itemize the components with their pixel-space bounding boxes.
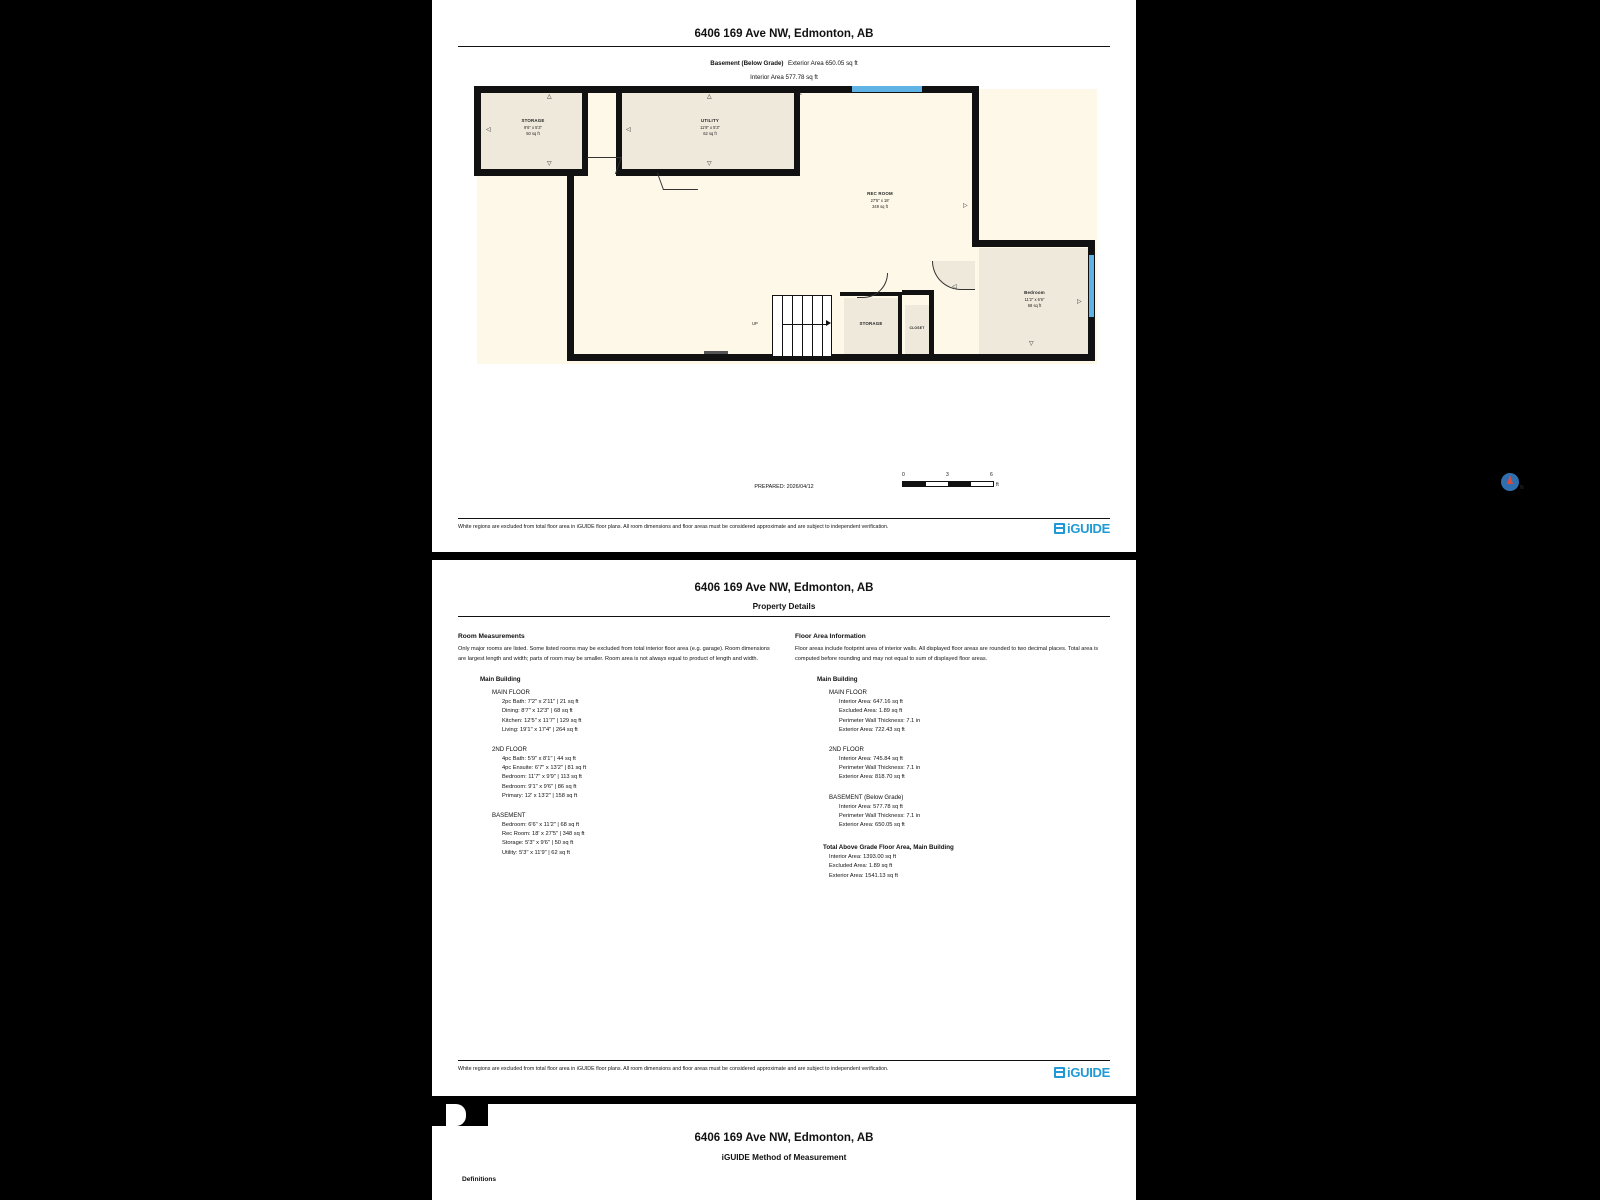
fa-item: Exterior Area: 650.05 sq ft [839, 822, 905, 829]
method-of-measurement-page [432, 1104, 1136, 1200]
room-measurements-note: Only major rooms are listed. Some listed rooms may be excluded from total interior floor area (e.g. garage). Room dimensions are largest length and width; parts of room may be smaller. Room area is not always equal to product of length and width. [458, 646, 770, 662]
iguide-logo [1054, 521, 1110, 536]
stairs-arrow-line [782, 324, 828, 325]
definitions-heading: Definitions [462, 1176, 497, 1183]
rm-item: Utility: 5'3" x 11'9" | 62 sq ft [502, 849, 570, 856]
dimension-arrow-up-storage: △ [547, 94, 552, 100]
room-label-storage-left: STORAGE 9'6" x 5'3" 50 sq ft [521, 118, 545, 136]
rm-item: 2pc Bath: 7'2" x 2'11" | 21 sq ft [502, 699, 579, 706]
fa-floor-name: MAIN FLOOR [829, 689, 867, 697]
door-swing-utility [657, 173, 698, 190]
room-measurements-heading: Room Measurements [458, 633, 525, 640]
staircase [772, 295, 832, 357]
rm-item: Storage: 5'3" x 9'6" | 50 sq ft [502, 840, 574, 847]
page2-subtitle: Property Details [752, 602, 816, 611]
rm-item: Living: 19'1" x 17'4" | 264 sq ft [502, 726, 578, 733]
scale-mid: 3 [946, 472, 949, 478]
iguide-logo [1054, 1065, 1110, 1080]
total-item: Exterior Area: 1541.13 sq ft [829, 872, 898, 879]
iguide-mark-icon [1054, 1067, 1065, 1078]
scale-unit: ft [996, 482, 999, 488]
page-title: 6406 169 Ave NW, Edmonton, AB [694, 28, 874, 40]
fa-floor-name: 2ND FLOOR [829, 746, 864, 753]
room-label-storage-small: STORAGE [859, 321, 883, 326]
floor-area-header [432, 55, 1136, 83]
dimension-arrow-down-storage: ▽ [547, 161, 552, 167]
dimension-arrow-left-storage: ◁ [486, 127, 491, 133]
page2-title: 6406 169 Ave NW, Edmonton, AB [694, 582, 874, 594]
floor-area-note: Floor areas include footprint area of interior walls. All displayed floor areas are rounded to two decimal places. Total area is computed before rounding and may not equal to sum of displayed floor areas. [795, 646, 1099, 662]
wall-right-upper [972, 86, 979, 246]
page3-title: 6406 169 Ave NW, Edmonton, AB [694, 1132, 874, 1144]
dimension-arrow-left-utility: ◁ [626, 127, 631, 133]
dimension-arrow-right-bedroom: ▷ [1077, 299, 1082, 305]
rm-item: Rec Room: 18' x 27'5" | 348 sq ft [502, 831, 585, 838]
fa-item: Exterior Area: 818.70 sq ft [839, 774, 905, 781]
rm-item: Bedroom: 9'1" x 9'6" | 86 sq ft [502, 783, 577, 790]
floor-area-information-column [795, 633, 1110, 881]
fa-item: Interior Area: 745.84 sq ft [839, 756, 903, 762]
rm-floor-name: MAIN FLOOR [492, 689, 530, 697]
wall-utility-bottom [622, 169, 796, 176]
fa-item: Exterior Area: 722.43 sq ft [839, 726, 905, 733]
room-measurements-column [458, 633, 773, 881]
floor-vent [704, 351, 728, 354]
page-corner-artifact [432, 1104, 488, 1126]
rm-item: Kitchen: 12'5" x 11'7" | 129 sq ft [502, 717, 582, 724]
door-swing-storage [581, 157, 622, 174]
scale-zero: 0 [902, 472, 905, 478]
dimension-arrow-right-rec: ▷ [963, 203, 968, 209]
wall-storage-bottom [481, 169, 584, 176]
rm-item: Dining: 8'7" x 12'3" | 68 sq ft [502, 708, 573, 715]
fa-item: Perimeter Wall Thickness: 7.1 in [839, 717, 921, 724]
fa-item: Interior Area: 577.78 sq ft [839, 803, 903, 810]
room-label-closet: CLOSET [909, 326, 925, 330]
wall-closet-top [902, 290, 934, 295]
window-right [1089, 255, 1094, 317]
fa-building-label: Main Building [817, 676, 858, 684]
rm-building-label: Main Building [480, 676, 521, 684]
compass-icon [1495, 470, 1529, 498]
total-above-grade-heading: Total Above Grade Floor Area, Main Building [823, 844, 954, 852]
interior-area-value: Interior Area 577.78 sq ft [750, 74, 818, 81]
stairs-arrow-head [826, 320, 831, 326]
fa-item: Perimeter Wall Thickness: 7.1 in [839, 812, 921, 819]
page1-disclaimer: White regions are excluded from total floor area in iGUIDE floor plans. All room dimensions and floor areas must be considered approximate and are subject to independent verification. [458, 518, 1110, 530]
wall-right-step [972, 240, 1094, 247]
exterior-area-value: Exterior Area 650.05 sq ft [787, 60, 858, 67]
rm-floor-name: 2ND FLOOR [492, 746, 527, 753]
wall-closet-right [929, 290, 934, 354]
property-details-page [432, 560, 1136, 1096]
page3-subtitle: iGUIDE Method of Measurement [721, 1153, 847, 1162]
fa-item: Excluded Area: 1.89 sq ft [839, 708, 903, 715]
dimension-arrow-down-bedroom: ▽ [1029, 341, 1034, 347]
wall-storage-small-right [898, 292, 902, 354]
dimension-arrow-up-rec: △ [797, 90, 802, 96]
floor-area-heading: Floor Area Information [795, 633, 866, 640]
iguide-wordmark: iGUIDE [1067, 521, 1110, 536]
dimension-arrow-left-bedroom: ◁ [952, 284, 957, 290]
rm-item: Primary: 12' x 13'2" | 158 sq ft [502, 792, 578, 799]
prepared-date: PREPARED: 2026/04/12 [754, 484, 814, 490]
total-item: Interior Area: 1393.00 sq ft [829, 854, 897, 861]
iguide-wordmark: iGUIDE [1067, 1065, 1110, 1080]
rm-item: 4pc Ensuite: 6'7" x 13'2" | 81 sq ft [502, 765, 587, 772]
total-item: Excluded Area: 1.89 sq ft [829, 863, 893, 870]
page2-disclaimer: White regions are excluded from total floor area in iGUIDE floor plans. All room dimensions and floor areas must be considered approximate and are subject to independent verification. [458, 1060, 1110, 1072]
scale-end: 6 [990, 472, 993, 478]
fa-item: Perimeter Wall Thickness: 7.1 in [839, 765, 921, 772]
wall-left-upper [474, 86, 481, 176]
rm-item: Bedroom: 6'6" x 11'2" | 68 sq ft [502, 822, 580, 829]
rm-item: 4pc Bath: 5'9" x 8'1" | 44 sq ft [502, 756, 576, 762]
room-label-rec-room: REC ROOM 27'5" x 18' 349 sq ft [867, 191, 893, 209]
iguide-mark-icon [1054, 523, 1065, 534]
stairs-direction-label: UP [752, 321, 758, 326]
rm-floor-name: BASEMENT [492, 812, 526, 820]
rm-item: Bedroom: 11'7" x 9'9" | 113 sq ft [502, 774, 582, 781]
wall-left-lower [567, 169, 574, 361]
floor-plan-page [432, 0, 1524, 552]
compass-north-label: N [1520, 485, 1524, 491]
wall-utility-right [794, 86, 800, 176]
fa-floor-name: BASEMENT (Below Grade) [829, 793, 904, 801]
window-top [852, 86, 922, 92]
fa-item: Interior Area: 647.16 sq ft [839, 699, 903, 706]
dimension-arrow-down-utility: ▽ [707, 161, 712, 167]
floor-plan-drawing [432, 83, 1136, 443]
room-label-utility: UTILITY 11'9" x 5'3" 62 sq ft [700, 118, 720, 136]
room-label-bedroom: Bedroom 11'2" x 6'6" 68 sq ft [1024, 290, 1045, 308]
dimension-arrow-up-utility: △ [707, 94, 712, 100]
title-divider [458, 46, 1110, 47]
floor-label: Basement (Below Grade) [710, 60, 784, 67]
